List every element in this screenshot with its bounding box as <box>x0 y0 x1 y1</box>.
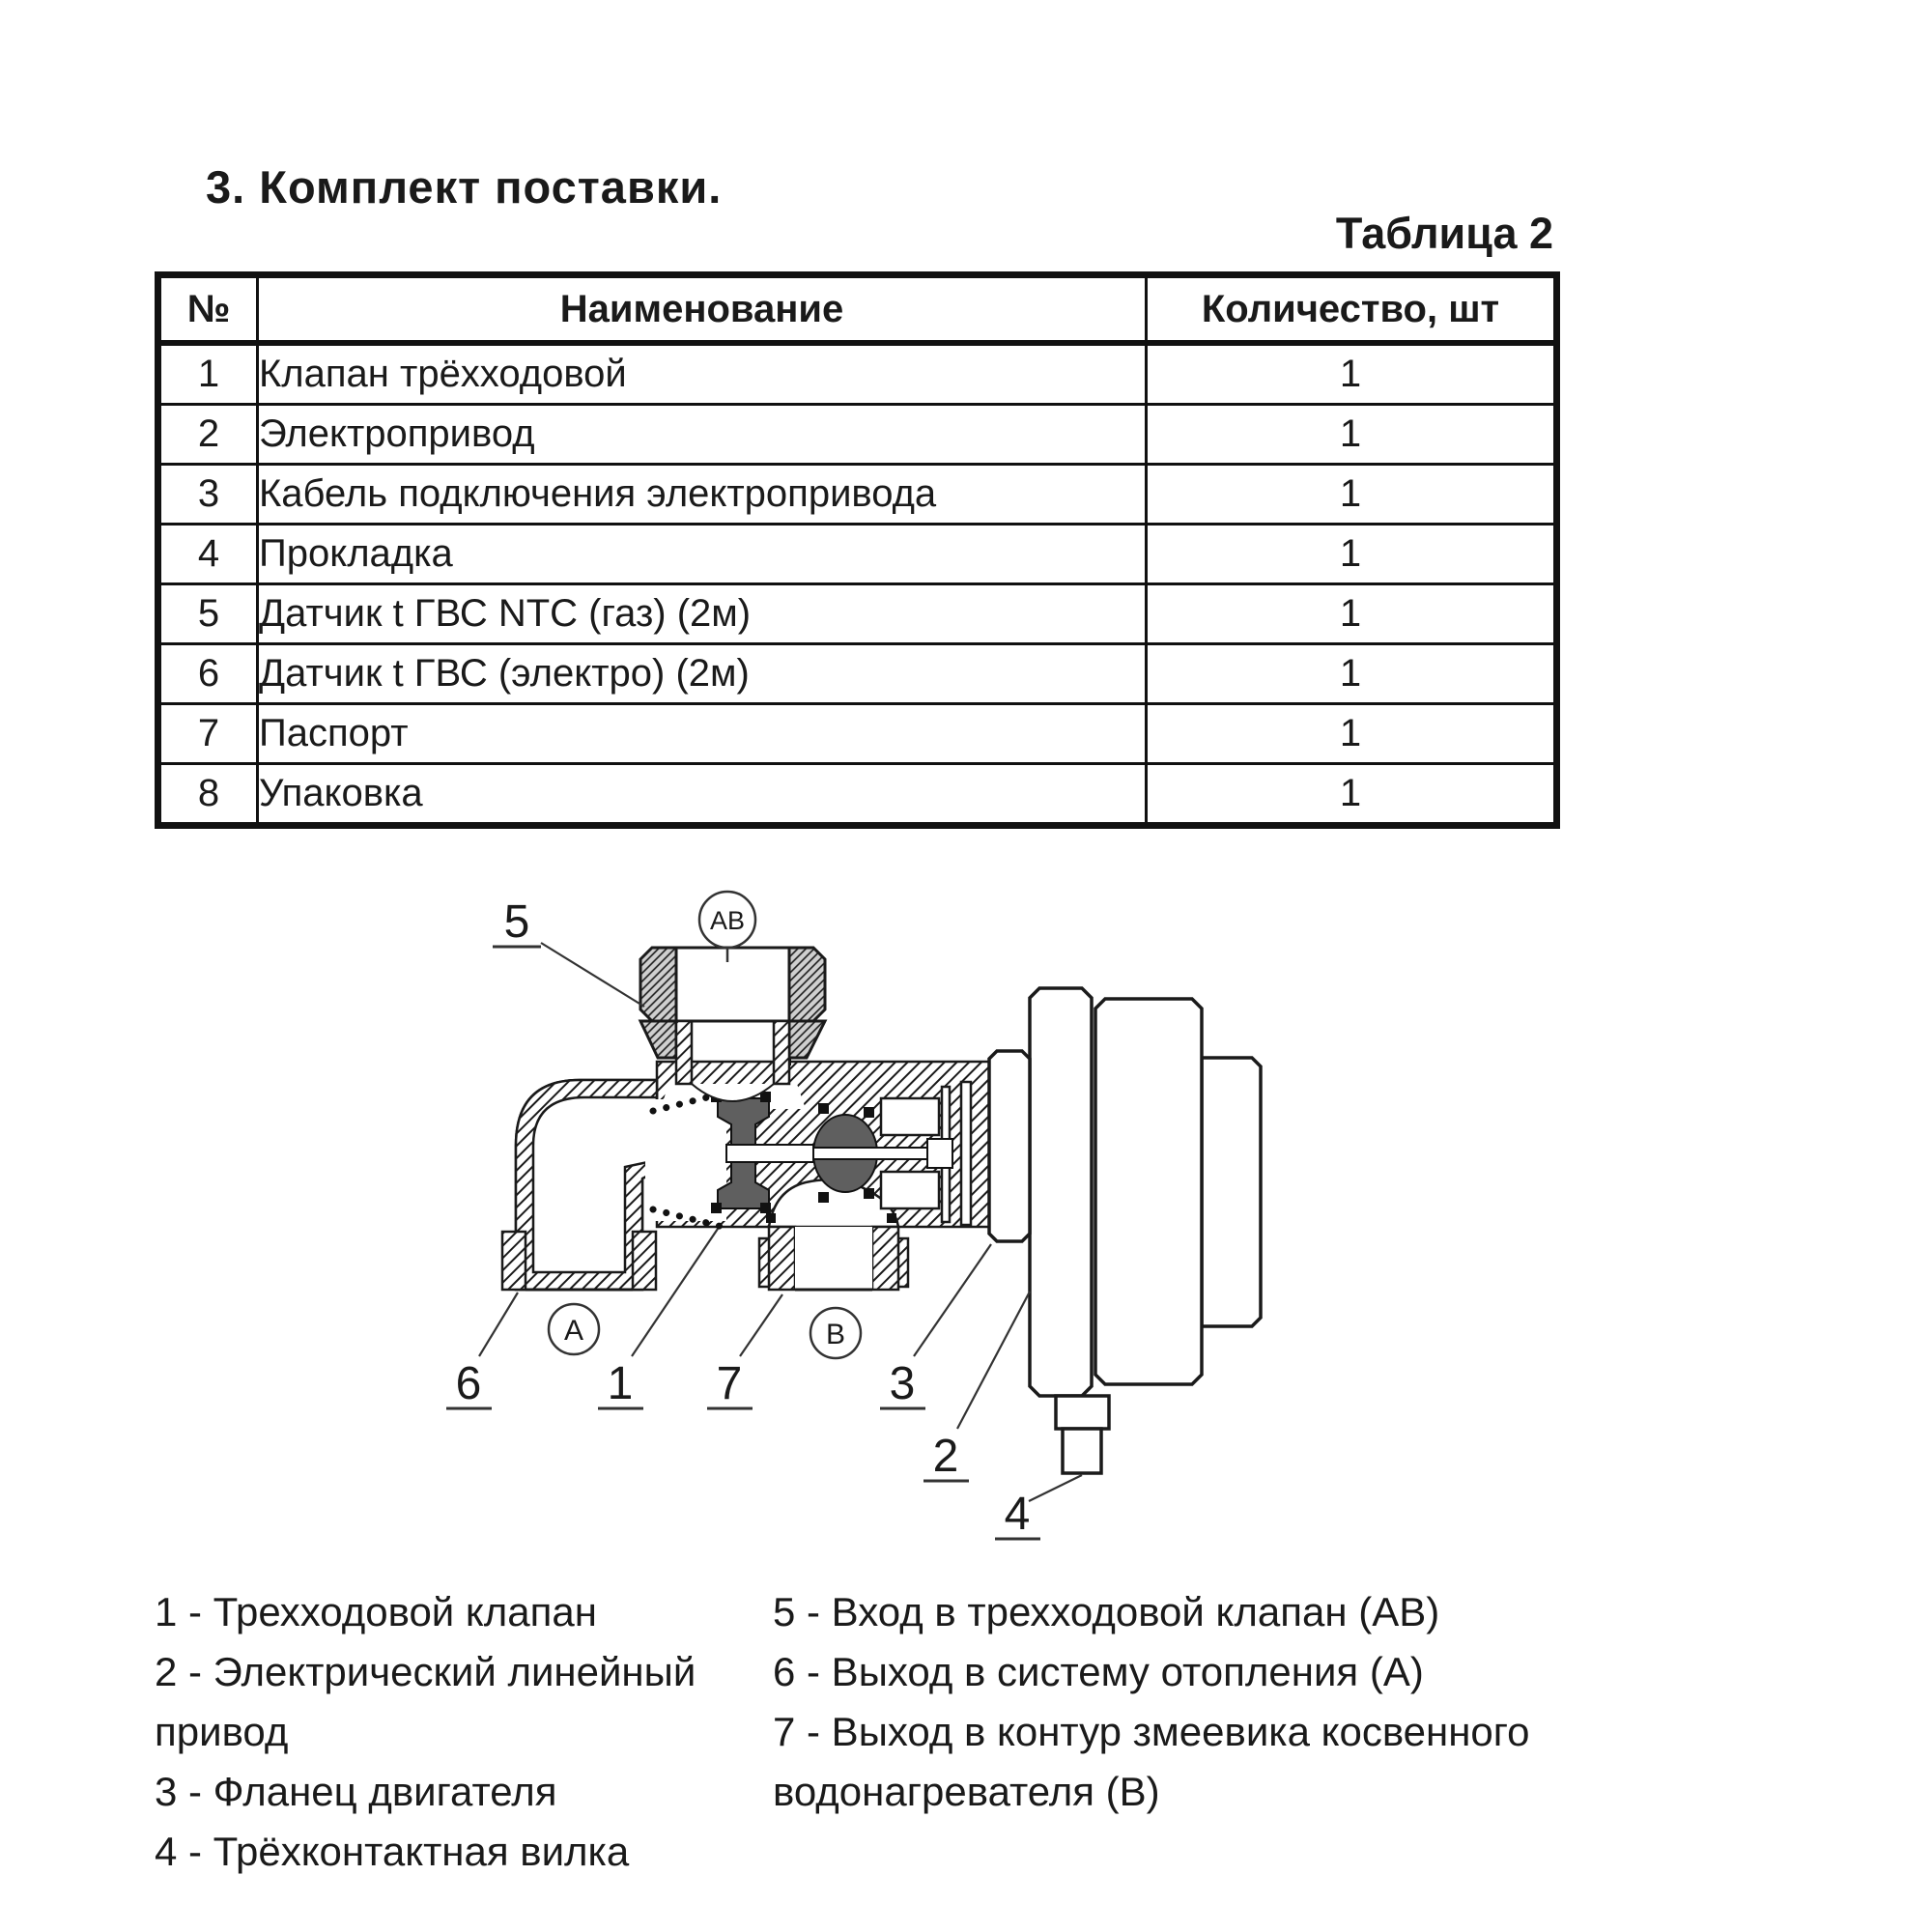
table-cell-name: Упаковка <box>258 764 1147 826</box>
table-cell-num: 2 <box>158 405 258 465</box>
port-a-label: A <box>563 1315 584 1347</box>
port-ab-label: AB <box>709 906 746 935</box>
table-cell-name: Паспорт <box>258 704 1147 764</box>
col-header-number: № <box>158 275 258 344</box>
actuator-body <box>1095 999 1202 1384</box>
callout-5: 5 <box>503 896 530 948</box>
table-header-row <box>158 275 1557 344</box>
plug-neck <box>1056 1396 1109 1429</box>
table-cell-num: 8 <box>158 764 258 826</box>
callout-6: 6 <box>455 1358 482 1409</box>
union-nut <box>640 948 825 1058</box>
callout-1: 1 <box>607 1358 634 1409</box>
callout-3: 3 <box>889 1358 916 1409</box>
valve-cross-section-diagram <box>415 860 1439 1594</box>
table-row <box>158 405 1557 465</box>
actuator-end-cap <box>1202 1058 1261 1326</box>
table-cell-name: Датчик t ГВС NTC (газ) (2м) <box>258 584 1147 644</box>
legend-item: 4 - Трёхконтактная вилка <box>155 1829 630 1874</box>
table-cell-qty: 1 <box>1147 343 1557 405</box>
table-cell-qty: 1 <box>1147 704 1557 764</box>
callout-2: 2 <box>932 1431 959 1482</box>
table-row <box>158 704 1557 764</box>
col-header-qty: Количество, шт <box>1147 275 1557 344</box>
table-cell-qty: 1 <box>1147 764 1557 826</box>
legend-item: 5 - Вход в трехходовой клапан (АВ) <box>773 1589 1440 1634</box>
three-pin-plug <box>1063 1429 1101 1473</box>
table-cell-num: 1 <box>158 343 258 405</box>
table-cell-num: 4 <box>158 525 258 584</box>
table-cell-qty: 1 <box>1147 405 1557 465</box>
table-cell-qty: 1 <box>1147 465 1557 525</box>
port-b-label: B <box>825 1319 846 1350</box>
table-cell-qty: 1 <box>1147 644 1557 704</box>
legend-left-column <box>155 1582 773 1882</box>
table-cell-name: Клапан трёхходовой <box>258 343 1147 405</box>
table-cell-qty: 1 <box>1147 525 1557 584</box>
table-row <box>158 644 1557 704</box>
table-cell-name: Электропривод <box>258 405 1147 465</box>
table-cell-num: 6 <box>158 644 258 704</box>
motor-flange <box>1030 988 1092 1396</box>
legend-item: 1 - Трехходовой клапан <box>155 1589 597 1634</box>
table-cell-name: Прокладка <box>258 525 1147 584</box>
table-cell-qty: 1 <box>1147 584 1557 644</box>
table-cell-name: Кабель подключения электропривода <box>258 465 1147 525</box>
table-row <box>158 525 1557 584</box>
table-row <box>158 764 1557 826</box>
table-cell-num: 3 <box>158 465 258 525</box>
actuator <box>989 988 1261 1473</box>
table-caption: Таблица 2 <box>1335 209 1553 258</box>
table-row <box>158 465 1557 525</box>
legend-item: 2 - Электрический линейный привод <box>155 1649 696 1754</box>
legend-item: 3 - Фланец двигателя <box>155 1769 557 1814</box>
table-row <box>158 343 1557 405</box>
callout-4: 4 <box>1004 1489 1031 1540</box>
legend-item: 6 - Выход в систему отопления (А) <box>773 1649 1424 1694</box>
section-heading: 3. Комплект поставки. <box>206 161 723 213</box>
table-cell-name: Датчик t ГВС (электро) (2м) <box>258 644 1147 704</box>
adapter-step <box>989 1051 1030 1241</box>
callout-7: 7 <box>716 1358 743 1409</box>
table-cell-num: 7 <box>158 704 258 764</box>
table-cell-num: 5 <box>158 584 258 644</box>
valve-stem <box>726 1145 813 1162</box>
table-row <box>158 584 1557 644</box>
table-body <box>158 343 1557 826</box>
delivery-set-table <box>155 271 1560 829</box>
col-header-name: Наименование <box>258 275 1147 344</box>
legend-item: 7 - Выход в контур змеевика косвенного водонагревателя (В) <box>773 1709 1530 1814</box>
legend-right-column <box>773 1582 1546 1822</box>
